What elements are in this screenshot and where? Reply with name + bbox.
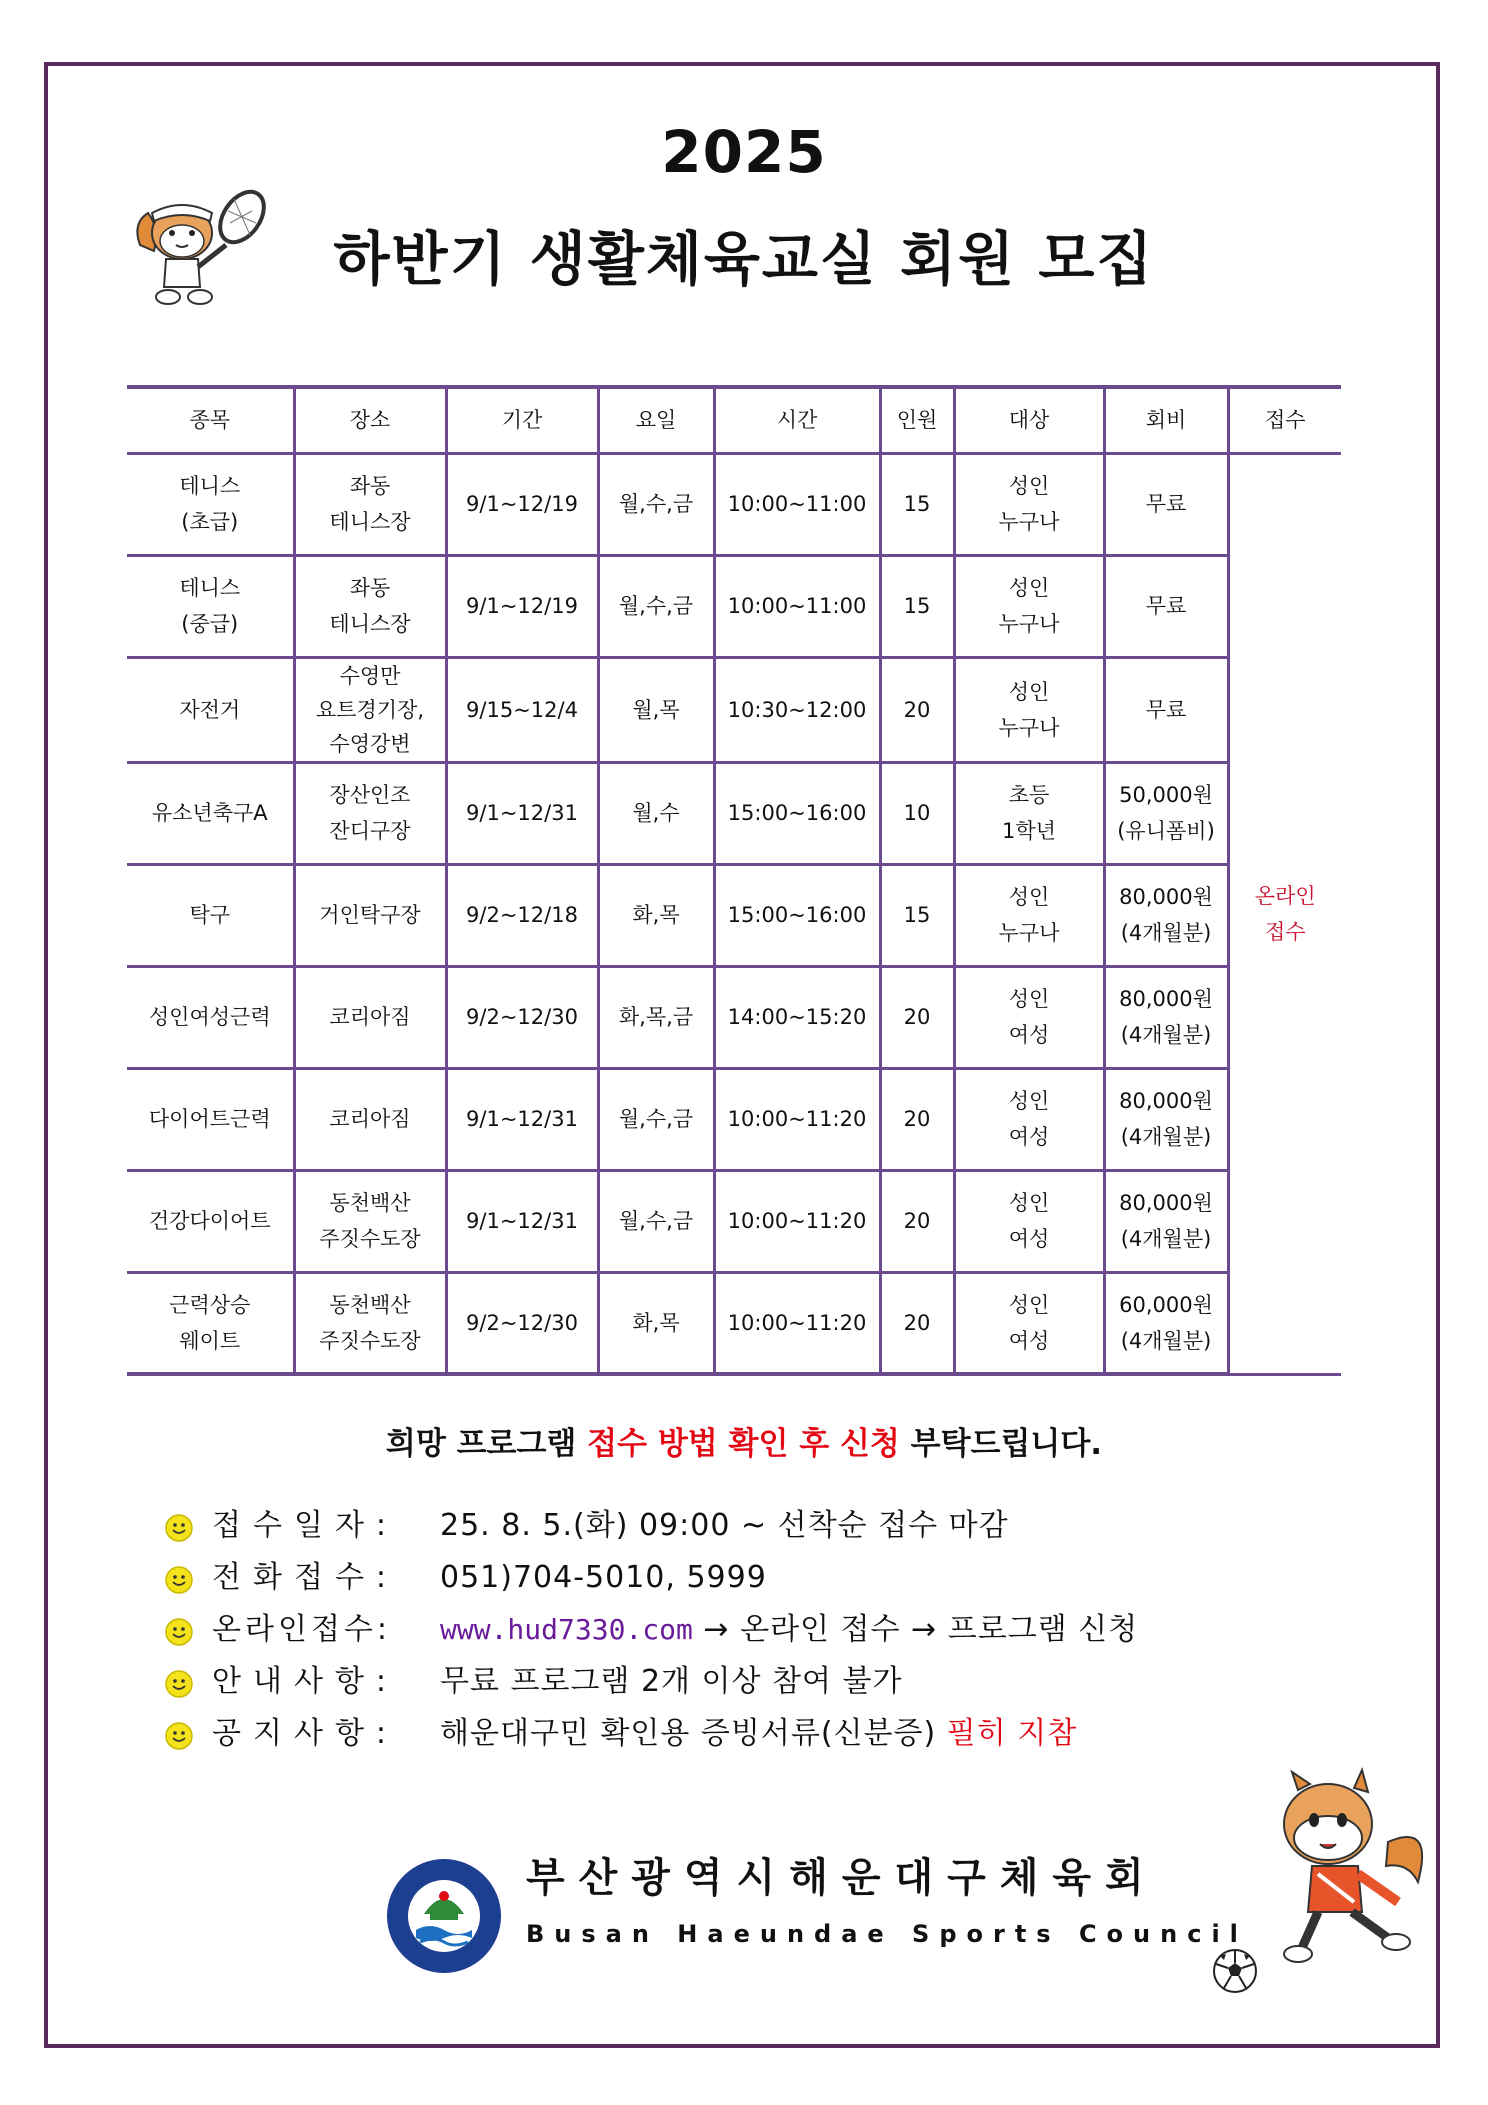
smiley-icon — [165, 1514, 193, 1542]
cell-capacity: 20 — [880, 1170, 954, 1272]
cell-time: 15:00~16:00 — [714, 762, 880, 864]
header-sport: 종목 — [127, 387, 294, 453]
cell-days: 월,수,금 — [598, 1068, 714, 1170]
smiley-icon — [165, 1722, 193, 1750]
cell-period: 9/2~12/30 — [446, 1272, 598, 1374]
cell-days: 화,목 — [598, 1272, 714, 1374]
title-year: 2025 — [661, 118, 827, 186]
notice-suffix: 부탁드립니다. — [899, 1426, 1103, 1462]
cell-days: 화,목 — [598, 864, 714, 966]
announce-text: 해운대구민 확인용 증빙서류(신분증) — [440, 1716, 947, 1751]
cell-days: 화,목,금 — [598, 966, 714, 1068]
info-value: 25. 8. 5.(화) 09:00 ~ 선착순 접수 마감 — [440, 1508, 1009, 1543]
smiley-icon — [165, 1566, 193, 1594]
cell-days: 월,목 — [598, 657, 714, 762]
cell-target: 성인 여성 — [954, 1170, 1104, 1272]
cell-time: 10:00~11:20 — [714, 1068, 880, 1170]
page-title: 하반기 생활체육교실 회원 모집 — [333, 225, 1155, 293]
cell-period: 9/1~12/19 — [446, 453, 598, 555]
header-registration: 접수 — [1228, 387, 1341, 453]
soccer-ball-icon — [1212, 1948, 1258, 1994]
info-label: 온라인접수: — [212, 1612, 392, 1647]
table-row — [127, 864, 1341, 966]
cell-place: 동천백산 주짓수도장 — [294, 1170, 446, 1272]
cell-time: 10:30~12:00 — [714, 657, 880, 762]
cell-period: 9/2~12/30 — [446, 966, 598, 1068]
notice-prefix: 희망 프로그램 — [385, 1426, 588, 1462]
cell-sport: 테니스 (초급) — [127, 453, 294, 555]
council-seal-logo-icon — [384, 1856, 504, 1976]
cell-place: 코리아짐 — [294, 1068, 446, 1170]
application-notice — [0, 1418, 1488, 1463]
table-row — [127, 555, 1341, 657]
cell-target: 성인 여성 — [954, 1068, 1104, 1170]
cell-target: 성인 누구나 — [954, 453, 1104, 555]
table-row — [127, 1170, 1341, 1272]
header-days: 요일 — [598, 387, 714, 453]
table-row — [127, 762, 1341, 864]
cell-period: 9/15~12/4 — [446, 657, 598, 762]
cell-target: 성인 여성 — [954, 966, 1104, 1068]
cell-place: 동천백산 주짓수도장 — [294, 1272, 446, 1374]
info-value — [440, 1604, 1138, 1656]
cell-time: 10:00~11:20 — [714, 1272, 880, 1374]
cell-fee: 무료 — [1104, 555, 1228, 657]
cell-time: 10:00~11:00 — [714, 555, 880, 657]
cell-sport: 자전거 — [127, 657, 294, 762]
cell-place: 장산인조 잔디구장 — [294, 762, 446, 864]
info-value: 051)704-5010, 5999 — [440, 1560, 767, 1595]
cell-place: 좌동 테니스장 — [294, 453, 446, 555]
cell-capacity: 15 — [880, 864, 954, 966]
cell-place: 거인탁구장 — [294, 864, 446, 966]
cell-sport: 성인여성근력 — [127, 966, 294, 1068]
header-time: 시간 — [714, 387, 880, 453]
cell-period: 9/1~12/31 — [446, 762, 598, 864]
cell-days: 월,수,금 — [598, 453, 714, 555]
cell-place: 좌동 테니스장 — [294, 555, 446, 657]
cell-place: 수영만 요트경기장, 수영강변 — [294, 657, 446, 762]
online-steps: → 온라인 접수 → 프로그램 신청 — [692, 1612, 1139, 1647]
cell-sport: 다이어트근력 — [127, 1068, 294, 1170]
cell-days: 월,수,금 — [598, 1170, 714, 1272]
cell-period: 9/2~12/18 — [446, 864, 598, 966]
cell-place: 코리아짐 — [294, 966, 446, 1068]
cell-registration-online: 온라인 접수 — [1228, 453, 1341, 1374]
cell-fee: 80,000원 (4개월분) — [1104, 966, 1228, 1068]
cell-capacity: 15 — [880, 555, 954, 657]
table-row — [127, 657, 1341, 762]
cell-capacity: 20 — [880, 657, 954, 762]
cell-period: 9/1~12/31 — [446, 1068, 598, 1170]
cell-capacity: 20 — [880, 1068, 954, 1170]
info-value — [440, 1708, 1077, 1760]
info-label: 접수일자: — [212, 1508, 399, 1543]
cell-fee: 80,000원 (4개월분) — [1104, 864, 1228, 966]
squirrel-soccer-mascot-icon — [1258, 1762, 1438, 1972]
smiley-icon — [165, 1670, 193, 1698]
table-row — [127, 1272, 1341, 1374]
header-place: 장소 — [294, 387, 446, 453]
cell-target: 성인 누구나 — [954, 657, 1104, 762]
cell-fee: 무료 — [1104, 453, 1228, 555]
cell-time: 10:00~11:20 — [714, 1170, 880, 1272]
cell-sport: 탁구 — [127, 864, 294, 966]
cell-fee: 80,000원 (4개월분) — [1104, 1170, 1228, 1272]
organization-name-korean: 부산광역시해운대구체육회 — [526, 1855, 1158, 1901]
cell-time: 15:00~16:00 — [714, 864, 880, 966]
cell-days: 월,수,금 — [598, 555, 714, 657]
table-header-row — [127, 387, 1341, 453]
header-capacity: 인원 — [880, 387, 954, 453]
cell-fee: 60,000원 (4개월분) — [1104, 1272, 1228, 1374]
header-fee: 회비 — [1104, 387, 1228, 453]
cell-capacity: 20 — [880, 966, 954, 1068]
table-row — [127, 453, 1341, 555]
header-target: 대상 — [954, 387, 1104, 453]
cell-target: 성인 누구나 — [954, 864, 1104, 966]
cell-sport: 테니스 (중급) — [127, 555, 294, 657]
program-schedule-table — [127, 385, 1341, 1376]
cell-fee: 무료 — [1104, 657, 1228, 762]
header-period: 기간 — [446, 387, 598, 453]
table-row — [127, 1068, 1341, 1170]
info-label: 공지사항: — [212, 1716, 399, 1751]
cell-fee: 50,000원 (유니폼비) — [1104, 762, 1228, 864]
cell-target: 성인 여성 — [954, 1272, 1104, 1374]
cell-fee: 80,000원 (4개월분) — [1104, 1068, 1228, 1170]
cell-capacity: 15 — [880, 453, 954, 555]
organization-name-english: Busan Haeundae Sports Council — [526, 1920, 1248, 1948]
smiley-icon — [165, 1618, 193, 1646]
cell-time: 10:00~11:00 — [714, 453, 880, 555]
cell-sport: 근력상승 웨이트 — [127, 1272, 294, 1374]
info-label: 전화접수: — [212, 1560, 399, 1595]
cell-period: 9/1~12/19 — [446, 555, 598, 657]
website-link[interactable]: www.hud7330.com — [440, 1613, 693, 1646]
cell-sport: 유소년축구A — [127, 762, 294, 864]
cell-capacity: 20 — [880, 1272, 954, 1374]
cell-time: 14:00~15:20 — [714, 966, 880, 1068]
info-label: 안내사항: — [212, 1664, 399, 1699]
cell-capacity: 10 — [880, 762, 954, 864]
info-value: 무료 프로그램 2개 이상 참여 불가 — [440, 1664, 903, 1699]
notice-highlight: 접수 방법 확인 후 신청 — [587, 1426, 900, 1462]
table-row — [127, 966, 1341, 1068]
cell-target: 성인 누구나 — [954, 555, 1104, 657]
cell-period: 9/1~12/31 — [446, 1170, 598, 1272]
cell-target: 초등 1학년 — [954, 762, 1104, 864]
cell-days: 월,수 — [598, 762, 714, 864]
cell-sport: 건강다이어트 — [127, 1170, 294, 1272]
announce-highlight: 필히 지참 — [946, 1716, 1078, 1751]
